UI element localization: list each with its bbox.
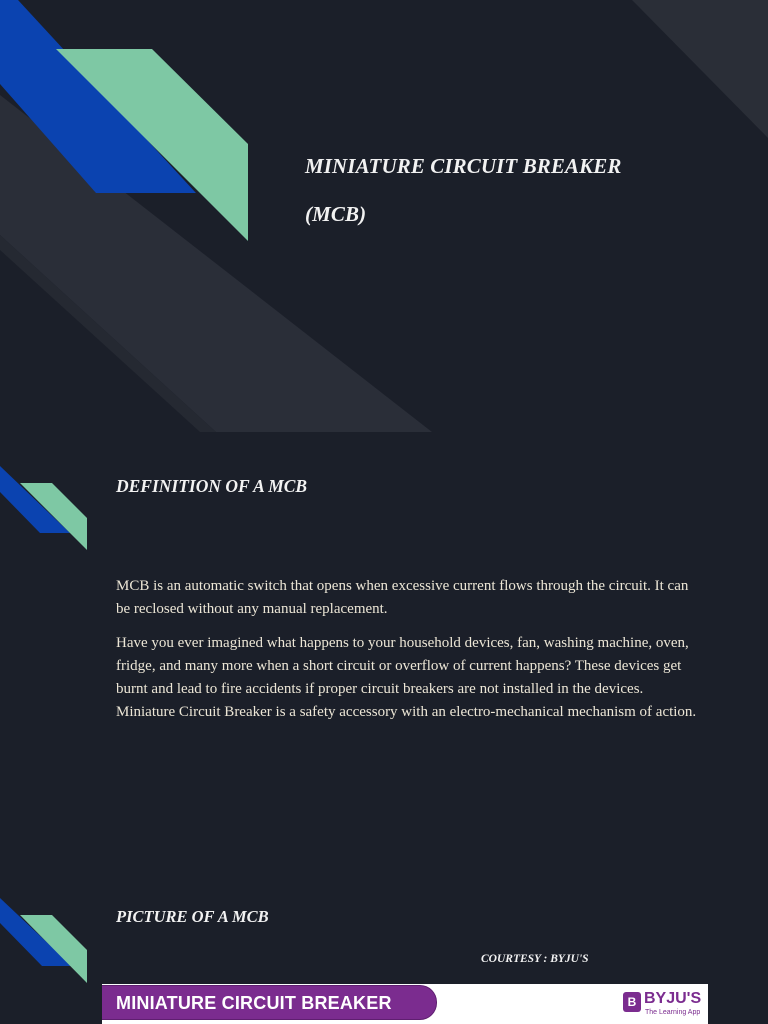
document-title [305, 142, 621, 238]
definition-paragraph-2: Have you ever imagined what happens to your household devices, fan, washing machine, oven, fridge, and many more when a short circuit or overflow of current happens? These devices get burnt and lead to fire accidents if proper circuit breakers are not installed in the devices. Miniature Circuit Breaker is a safety accessory with an electro-mechanical mechanism of action. [116, 635, 697, 720]
banner-title-bar [102, 986, 436, 1019]
byjus-logo-tagline: The Learning App [645, 1009, 701, 1016]
banner-title: MINIATURE CIRCUIT BREAKER [116, 993, 392, 1013]
courtesy-credit: COURTESY : BYJU'S [481, 953, 589, 965]
picture-heading: PICTURE OF A MCB [116, 907, 269, 926]
byjus-logo-name: BYJU'S [644, 990, 702, 1007]
top-right-gray-band [632, 0, 768, 138]
title-line-1: MINIATURE CIRCUIT BREAKER [305, 154, 622, 178]
title-line-2: (MCB) [305, 202, 367, 226]
definition-paragraph-1: MCB is an automatic switch that opens when excessive current flows through the circuit. It can be reclosed without any manual replacement. [116, 578, 689, 617]
mcb-image-banner [102, 984, 708, 1024]
byjus-logo-icon: B [623, 992, 641, 1012]
definition-heading: DEFINITION OF A MCB [116, 476, 308, 496]
